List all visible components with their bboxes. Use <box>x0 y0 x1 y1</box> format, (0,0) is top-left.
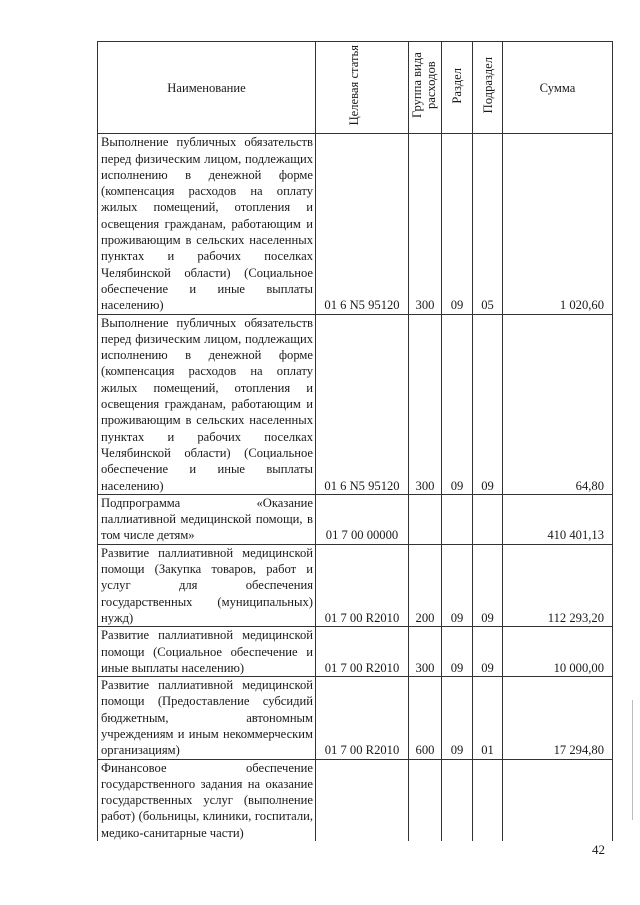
header-expense-group: Группа вида расходов <box>409 42 442 134</box>
header-name: Наименование <box>98 42 316 134</box>
row-expense-group: 600 <box>409 677 442 759</box>
row-section: 09 <box>442 677 473 759</box>
row-section <box>442 759 473 841</box>
row-section <box>442 494 473 544</box>
row-subsection: 01 <box>473 677 503 759</box>
row-expense-group: 300 <box>409 627 442 677</box>
row-amount: 410 401,13 <box>503 494 613 544</box>
header-section: Раздел <box>442 42 473 134</box>
row-name: Выполнение публичных обязательств перед физическим лицом, подлежащих исполнению в денежной форме (компенсация расходов на оплату жилых помещений, отопления и освещения гражданам, работающим и проживающим в сельских населенных пунктах и рабочих поселках Челябинской области) (Социальное обеспечение и иные выплаты населению) <box>98 134 316 314</box>
budget-table <box>97 41 613 841</box>
row-expense-group <box>409 494 442 544</box>
row-amount: 64,80 <box>503 314 613 494</box>
row-subsection <box>473 759 503 841</box>
row-name: Выполнение публичных обязательств перед физическим лицом, подлежащих исполнению в денежной форме (компенсация расходов на оплату жилых помещений, отопления и освещения гражданам, работающим и проживающим в сельских населенных пунктах и рабочих поселках Челябинской области) (Социальное обеспечение и иные выплаты населению) <box>98 314 316 494</box>
row-subsection: 09 <box>473 627 503 677</box>
row-name: Подпрограмма «Оказание паллиативной медицинской помощи, в том числе детям» <box>98 494 316 544</box>
row-subsection <box>473 494 503 544</box>
row-section: 09 <box>442 627 473 677</box>
header-target-article: Целевая статья <box>316 42 409 134</box>
row-name: Развитие паллиативной медицинской помощи (Закупка товаров, работ и услуг для обеспечения государственных (муниципальных) нужд) <box>98 544 316 626</box>
row-name: Развитие паллиативной медицинской помощи (Социальное обеспечение и иные выплаты населению) <box>98 627 316 677</box>
row-amount: 17 294,80 <box>503 677 613 759</box>
row-subsection: 09 <box>473 314 503 494</box>
row-expense-group: 300 <box>409 134 442 314</box>
row-amount: 10 000,00 <box>503 627 613 677</box>
header-amount: Сумма <box>503 42 613 134</box>
table-row <box>98 627 613 677</box>
row-name: Финансовое обеспечение государственного задания на оказание государственных услуг (выполнение работ) (больницы, клиники, госпитали, медико-санитарные части) <box>98 759 316 841</box>
row-target-article: 01 7 00 R2010 <box>316 627 409 677</box>
row-subsection: 09 <box>473 544 503 626</box>
row-target-article: 01 7 00 00000 <box>316 494 409 544</box>
row-target-article: 01 7 00 R2010 <box>316 677 409 759</box>
row-subsection: 05 <box>473 134 503 314</box>
table-row <box>98 314 613 494</box>
row-target-article: 01 6 N5 95120 <box>316 314 409 494</box>
table-header-row <box>98 42 613 134</box>
row-target-article: 01 6 N5 95120 <box>316 134 409 314</box>
row-amount: 112 293,20 <box>503 544 613 626</box>
table-row <box>98 544 613 626</box>
row-target-article: 01 7 00 R2010 <box>316 544 409 626</box>
scan-edge-mark <box>632 700 633 820</box>
row-amount <box>503 759 613 841</box>
header-subsection: Подраздел <box>473 42 503 134</box>
row-amount: 1 020,60 <box>503 134 613 314</box>
budget-table-sheet <box>97 41 612 841</box>
table-row <box>98 134 613 314</box>
table-row <box>98 677 613 759</box>
page-number: 42 <box>592 842 605 857</box>
row-expense-group: 300 <box>409 314 442 494</box>
row-section: 09 <box>442 134 473 314</box>
table-row <box>98 494 613 544</box>
row-section: 09 <box>442 314 473 494</box>
row-name: Развитие паллиативной медицинской помощи (Предоставление субсидий бюджетным, автономным учреждениям и иным некоммерческим организациям) <box>98 677 316 759</box>
row-expense-group <box>409 759 442 841</box>
table-row <box>98 759 613 841</box>
row-expense-group: 200 <box>409 544 442 626</box>
row-target-article <box>316 759 409 841</box>
row-section: 09 <box>442 544 473 626</box>
